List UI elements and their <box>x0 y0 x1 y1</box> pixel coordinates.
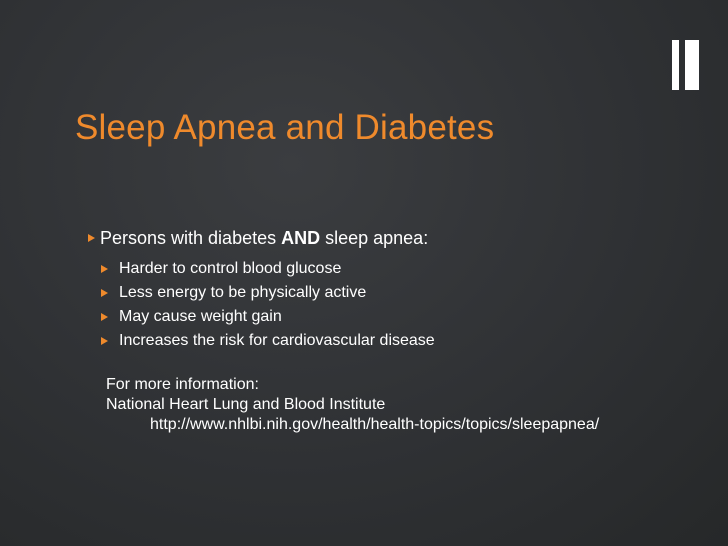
info-url-link[interactable]: http://www.nhlbi.nih.gov/health/health-topics/topics/sleepapnea/ <box>150 416 600 433</box>
sub-bullet <box>101 329 708 353</box>
sub-bullet-text: Harder to control blood glucose <box>119 260 342 277</box>
info-heading: For more information: <box>106 376 259 393</box>
bullet-arrow-icon <box>88 234 95 242</box>
main-bullet <box>88 227 708 249</box>
sub-bullet-list <box>101 257 708 353</box>
decorative-bar <box>685 40 699 90</box>
decorative-bar <box>672 40 679 90</box>
main-bullet-text-start: Persons with diabetes <box>100 228 282 248</box>
sub-bullet <box>101 281 708 305</box>
main-bullet-text-end: sleep apnea: <box>320 228 429 248</box>
bullet-arrow-icon <box>101 289 108 297</box>
slide-title: Sleep Apnea and Diabetes <box>75 108 495 147</box>
bullet-arrow-icon <box>101 265 108 273</box>
sub-bullet-text: May cause weight gain <box>119 308 282 325</box>
bullet-arrow-icon <box>101 337 108 345</box>
info-source: National Heart Lung and Blood Institute <box>106 396 386 413</box>
sub-bullet <box>101 305 708 329</box>
more-info-block <box>106 375 708 435</box>
sub-bullet-text: Increases the risk for cardiovascular disease <box>119 332 435 349</box>
main-bullet-text-bold: AND <box>281 228 321 248</box>
bullet-arrow-icon <box>101 313 108 321</box>
slide-content <box>88 227 708 435</box>
sub-bullet <box>101 257 708 281</box>
sub-bullet-text: Less energy to be physically active <box>119 284 367 301</box>
